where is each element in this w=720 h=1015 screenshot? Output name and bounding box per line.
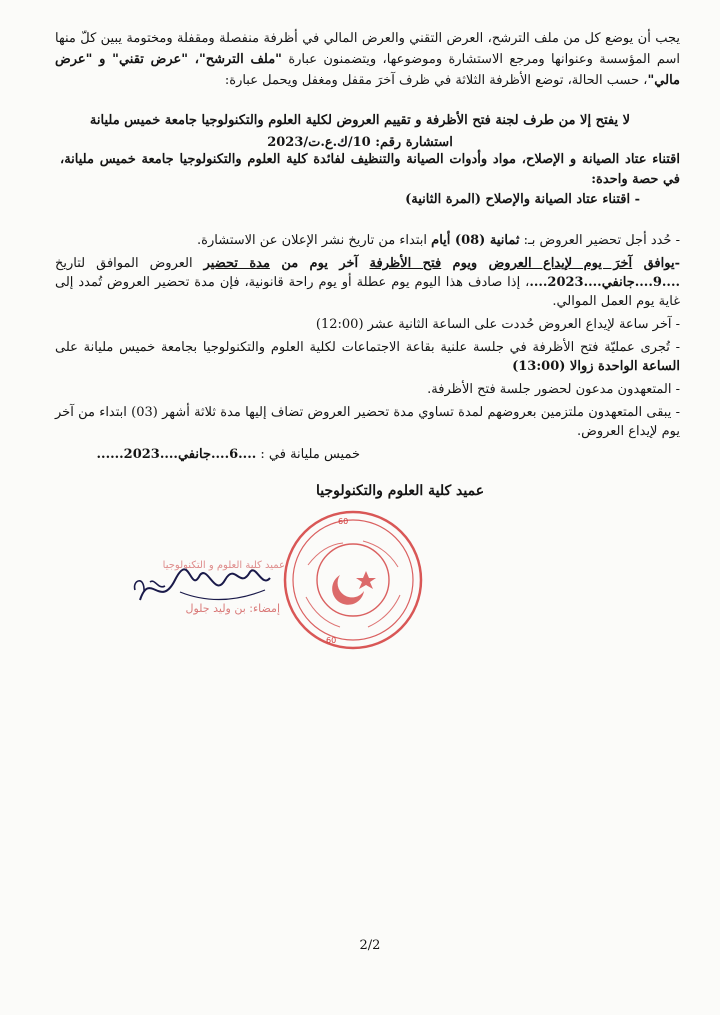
consultation-number: استشارة رقم: 10/ك.ع.ت/2023 (267, 135, 453, 150)
intro-bold-labels: "ملف الترشح"، "عرض تقني" و "عرض مالي" (55, 52, 680, 88)
intro-text-2: ، حسب الحالة، توضع الأظرفة الثلاثة في ظرف آخرَ مقفل ومغفل ويحمل عبارة: (224, 73, 648, 88)
official-stamp-icon (278, 505, 428, 655)
subject-text: اقتناء عتاد الصيانة و الإصلاح، مواد وأدوات الصيانة والتنظيف لفائدة كلية العلوم والتكنولوجيا جامعة خميس مليانة، في حصة واحدة: (60, 152, 680, 187)
subject-item: - اقتناء عتاد الصيانة والإصلاح (المرة الثانية) (405, 192, 640, 207)
envelope-header (60, 110, 660, 154)
svg-text:عميد كلية العلوم و التكنولوجيا: عميد كلية العلوم و التكنولوجيا (162, 560, 285, 571)
condition-2: -يوافق آخرَ يوم لإيداع العروض ويوم فتح الأظرفة آخر يوم من مدة تحضير العروض الموافق لتاريخ ....9....جانفي....2023....، إذا صادف هذا اليوم يوم عطلة أو يوم راحة قانونية، فإن مدة تحضير العروض تُمدد إلى غاية يوم العمل الموالي. (55, 256, 680, 309)
place-date-line: خميس مليانة في : ....6....جانفي....2023...... (96, 447, 360, 462)
signature-block (120, 520, 300, 640)
condition-5: - المتعهدون مدعون لحضور جلسة فتح الأظرفة. (427, 382, 680, 397)
intro-text-1: يجب أن يوضع كل من ملف الترشح، العرض التقني والعرض المالي في أظرفة منفصلة ومقفلة ومختومة يبين كلّ منها اسم المؤسسة وعنوانها ومرجع الاستشارة وموضوعها، ويتضمنون عبارة (55, 31, 681, 67)
handwritten-signature-icon (120, 520, 300, 640)
condition-6: - يبقى المتعهدون ملتزمين بعروضهم لمدة تساوي مدة تحضير العروض تضاف إليها مدة ثلاثة أشهر (03) ابتداء من آخر يوم لإيداع العروض. (55, 405, 680, 439)
condition-1: - حُدد أجل تحضير العروض بـ: ثمانية (08) أيام ابتداء من تاريخ نشر الإعلان عن الاستشارة. (197, 233, 680, 248)
svg-text:إمضاء: بن وليد جلول: إمضاء: بن وليد جلول (185, 602, 280, 615)
envelope-header-line1: لا يفتح إلا من طرف لجنة فتح الأظرفة و تقييم العروض لكلية العلوم والتكنولوجيا جامعة خميس مليانة (89, 113, 631, 128)
issue-date: ....6....جانفي....2023...... (96, 447, 257, 462)
subject-block (60, 150, 680, 210)
dean-title: عميد كلية العلوم والتكنولوجيا (315, 483, 485, 499)
page-number: 2/2 (359, 938, 381, 953)
svg-text:60: 60 (338, 517, 349, 526)
svg-text:60: 60 (326, 636, 337, 645)
conditions-list (55, 231, 680, 445)
condition-4: - تُجرى عمليّة فتح الأظرفة في جلسة علنية بقاعة الاجتماعات لكلية العلوم والتكنولوجيا بجامعة خميس مليانة على الساعة الواحدة زوالا (13:00) (55, 340, 680, 374)
intro-paragraph (55, 28, 680, 91)
condition-3: - آخر ساعة لإيداع العروض حُددت على الساعة الثانية عشر (12:00) (315, 317, 680, 332)
deadline-date: ....9....جانفي....2023.... (529, 275, 680, 290)
